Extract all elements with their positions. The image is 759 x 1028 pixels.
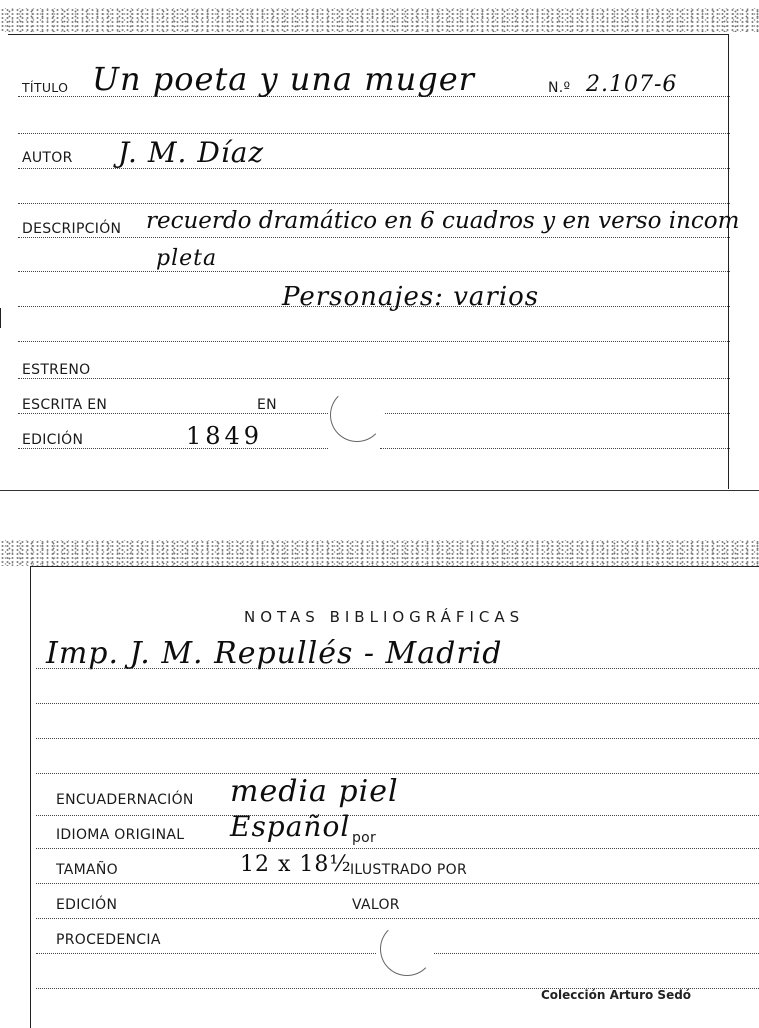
edicion-label: EDICIÓN [22, 432, 84, 448]
autor-value: J. M. Díaz [118, 136, 265, 169]
card-bottom-border [0, 490, 759, 491]
rule-line [36, 703, 759, 704]
titulo-value: Un poeta y una muger [92, 60, 475, 98]
titulo-label: TÍTULO [22, 80, 69, 95]
valor-label: VALOR [352, 897, 400, 913]
catalog-card-back [0, 540, 759, 1028]
card-edge-texture [0, 540, 759, 566]
numero-label: N.º [548, 80, 571, 96]
estreno-label: ESTRENO [22, 362, 91, 378]
procedencia-label: PROCEDENCIA [56, 932, 161, 948]
por-label: por [352, 830, 377, 846]
descripcion-label: DESCRIPCIÓN [22, 221, 122, 237]
collection-footer: Colección Arturo Sedó [541, 988, 692, 1002]
card-edge-texture [0, 8, 759, 32]
card-left-border [30, 566, 31, 1028]
card-right-border [728, 34, 729, 489]
rule-line [18, 133, 730, 134]
rule-line [36, 883, 759, 884]
tamano-value: 12 x 18½ [240, 852, 352, 877]
escrita-en-label: ESCRITA EN [22, 397, 108, 413]
rule-line [36, 918, 759, 919]
rule-line [18, 448, 328, 449]
edicion-value: 1849 [186, 422, 264, 450]
rule-line [36, 848, 759, 849]
notas-value: Imp. J. M. Repullés - Madrid [46, 636, 503, 671]
rule-line [18, 203, 730, 204]
rule-line [36, 815, 759, 816]
card-top-border [30, 566, 759, 567]
idioma-original-label: IDIOMA ORIGINAL [56, 827, 185, 843]
rule-line [380, 448, 730, 449]
rule-line [18, 237, 730, 238]
rule-line [36, 668, 759, 669]
descripcion-value-line1: recuerdo dramático en 6 cuadros y en verso incom [146, 208, 740, 234]
card-left-mark [0, 308, 1, 328]
punch-hole [380, 922, 434, 976]
rule-line [36, 953, 376, 954]
rule-line [18, 378, 730, 379]
card-top-border [8, 34, 728, 35]
idioma-original-value: Español [230, 810, 351, 843]
rule-line [18, 341, 730, 342]
numero-value: 2.107-6 [586, 72, 678, 97]
en-label: EN [257, 397, 277, 413]
rule-line [18, 271, 730, 272]
ilustrado-por-label: ILUSTRADO POR [350, 862, 467, 878]
rule-line [36, 738, 759, 739]
rule-line [430, 953, 759, 954]
encuadernacion-value: media piel [230, 774, 399, 809]
rule-line [18, 413, 328, 414]
notas-heading: NOTAS BIBLIOGRÁFICAS [244, 608, 525, 626]
catalog-card-front [0, 0, 759, 500]
punch-hole [330, 388, 384, 442]
tamano-label: TAMAÑO [56, 862, 118, 878]
edicion-label-2: EDICIÓN [56, 897, 118, 913]
rule-line [380, 413, 730, 414]
encuadernacion-label: ENCUADERNACIÓN [56, 792, 194, 808]
descripcion-value-line2: pleta [156, 246, 218, 271]
autor-label: AUTOR [22, 150, 73, 166]
personajes-value: Personajes: varios [282, 282, 540, 312]
